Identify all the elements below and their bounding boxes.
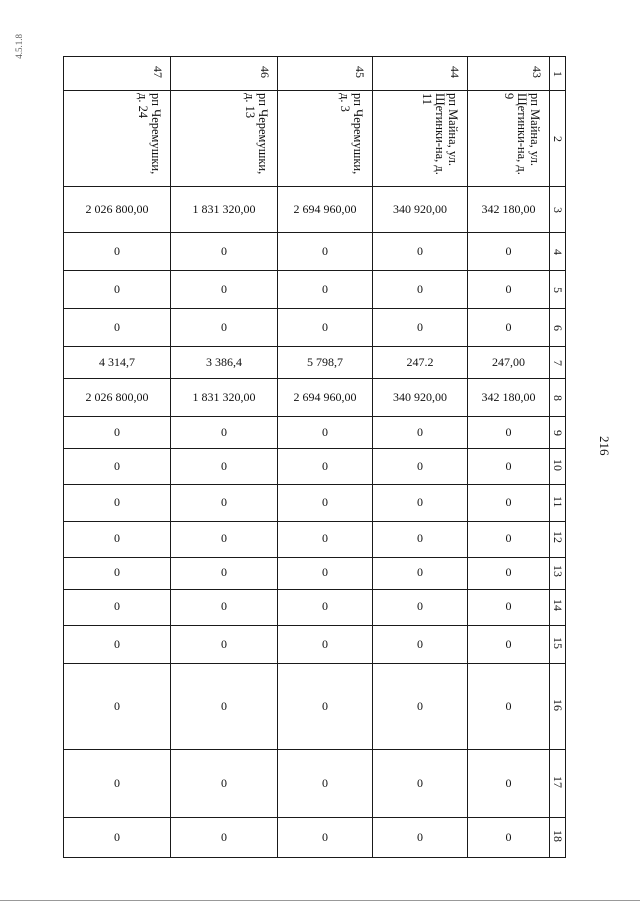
cell-value: 0 (221, 244, 227, 259)
cell-value: 0 (322, 495, 328, 510)
cell-value: 0 (505, 636, 512, 651)
cell-value: 247.2 (406, 355, 434, 370)
address-text: рп Черемушки, д. 13 (242, 92, 270, 175)
value-cell (171, 625, 278, 663)
table-row (64, 271, 566, 309)
value-cell (468, 417, 550, 449)
cell-value: 0 (505, 320, 512, 335)
column-number: 18 (551, 829, 566, 842)
cell-value: 0 (114, 459, 120, 474)
cell-value: 0 (114, 599, 120, 614)
cell-value: 0 (417, 775, 423, 790)
column-number-cell (550, 589, 566, 625)
column-number: 14 (551, 599, 566, 612)
column-number-cell (550, 485, 566, 521)
column-number-cell (550, 521, 566, 557)
cell-value: 0 (505, 244, 512, 259)
value-cell (278, 663, 373, 749)
address-text: рп Майна, ул. Щетинки-на, д. 9 (501, 92, 542, 175)
cell-value: 342 180,00 (481, 202, 536, 217)
cell-value: 0 (322, 282, 328, 297)
cell-value: 0 (114, 775, 120, 790)
value-cell (278, 271, 373, 309)
value-cell (278, 485, 373, 521)
cell-value: 0 (114, 320, 120, 335)
cell-value: 0 (417, 829, 423, 844)
value-cell (278, 521, 373, 557)
cell-value: 2 694 960,00 (293, 202, 357, 217)
cell-value: 0 (114, 829, 120, 844)
cell-value: 0 (221, 599, 227, 614)
value-cell (64, 589, 171, 625)
table-row (64, 749, 566, 817)
cell-value: 2 026 800,00 (85, 390, 149, 405)
value-cell (171, 589, 278, 625)
cell-value: 5 798,7 (307, 355, 343, 370)
cell-value: 0 (505, 495, 512, 510)
value-cell (373, 271, 468, 309)
row-number: 47 (151, 65, 165, 78)
row-number: 46 (258, 65, 272, 78)
column-number: 1 (551, 70, 566, 77)
cell-value: 0 (114, 636, 120, 651)
value-cell (278, 187, 373, 233)
column-number: 7 (551, 360, 566, 367)
value-cell (171, 187, 278, 233)
cell-value: 0 (505, 565, 512, 580)
column-number: 6 (551, 325, 566, 332)
column-number-cell (550, 449, 566, 485)
cell-value: 0 (221, 425, 227, 440)
value-cell (171, 663, 278, 749)
value-cell (171, 379, 278, 417)
cell-value: 0 (114, 565, 120, 580)
table-row (64, 449, 566, 485)
value-cell (373, 521, 468, 557)
cell-value: 0 (221, 829, 227, 844)
row-number-cell (171, 57, 278, 91)
address-cell (373, 91, 468, 187)
row-number-cell (278, 57, 373, 91)
value-cell (278, 309, 373, 347)
value-cell (171, 485, 278, 521)
cell-value: 340 920,00 (393, 390, 447, 405)
value-cell (373, 187, 468, 233)
table-row (64, 233, 566, 271)
value-cell (468, 309, 550, 347)
column-number: 12 (551, 531, 566, 544)
cell-value: 0 (417, 495, 423, 510)
table-row (64, 817, 566, 857)
rotated-data-table (63, 56, 566, 858)
address-cell (468, 91, 550, 187)
cell-value: 0 (221, 320, 227, 335)
row-number: 43 (530, 65, 544, 78)
column-number-cell (550, 347, 566, 379)
cell-value: 0 (417, 320, 423, 335)
cell-value: 0 (221, 775, 227, 790)
value-cell (64, 379, 171, 417)
cell-value: 2 026 800,00 (85, 202, 149, 217)
column-number-cell (550, 233, 566, 271)
cell-value: 0 (417, 425, 423, 440)
value-cell (278, 233, 373, 271)
row-number-cell (468, 57, 550, 91)
value-cell (278, 589, 373, 625)
value-cell (64, 557, 171, 589)
column-number: 15 (551, 636, 566, 649)
cell-value: 0 (114, 425, 120, 440)
cell-value: 0 (417, 459, 423, 474)
column-number: 2 (551, 135, 566, 142)
corner-mark: 4.5.1.8 (14, 34, 24, 59)
cell-value: 0 (505, 459, 512, 474)
value-cell (64, 625, 171, 663)
cell-value: 0 (114, 698, 120, 713)
value-cell (278, 379, 373, 417)
address-text: рп Черемушки, д. 24 (135, 92, 163, 175)
value-cell (373, 347, 468, 379)
table-row (64, 57, 566, 91)
value-cell (64, 233, 171, 271)
value-cell (373, 309, 468, 347)
cell-value: 1 831 320,00 (192, 202, 256, 217)
address-cell (64, 91, 171, 187)
value-cell (468, 485, 550, 521)
value-cell (171, 817, 278, 857)
value-cell (64, 417, 171, 449)
cell-value: 2 694 960,00 (293, 390, 357, 405)
column-number-cell (550, 663, 566, 749)
column-number: 5 (551, 287, 566, 294)
column-number: 17 (551, 775, 566, 788)
column-number-cell (550, 309, 566, 347)
cell-value: 0 (505, 425, 512, 440)
value-cell (278, 749, 373, 817)
table-row (64, 557, 566, 589)
column-number: 13 (551, 565, 566, 578)
value-cell (373, 449, 468, 485)
cell-value: 0 (505, 531, 512, 546)
row-number-cell (373, 57, 468, 91)
cell-value: 0 (221, 495, 227, 510)
value-cell (468, 521, 550, 557)
table-row (64, 309, 566, 347)
cell-value: 1 831 320,00 (192, 390, 256, 405)
cell-value: 0 (322, 599, 328, 614)
column-number: 4 (551, 249, 566, 256)
value-cell (171, 347, 278, 379)
value-cell (64, 521, 171, 557)
cell-value: 247,00 (492, 355, 525, 370)
table-row (64, 485, 566, 521)
value-cell (468, 663, 550, 749)
value-cell (373, 589, 468, 625)
page-number: 216 (597, 436, 612, 456)
cell-value: 0 (417, 282, 423, 297)
value-cell (373, 417, 468, 449)
cell-value: 0 (221, 698, 227, 713)
cell-value: 0 (322, 698, 328, 713)
cell-value: 0 (322, 531, 328, 546)
cell-value: 340 920,00 (393, 202, 447, 217)
value-cell (468, 449, 550, 485)
cell-value: 0 (221, 282, 227, 297)
column-number: 10 (551, 459, 566, 472)
value-cell (278, 557, 373, 589)
column-number-cell (550, 417, 566, 449)
value-cell (64, 309, 171, 347)
value-cell (171, 557, 278, 589)
value-cell (468, 187, 550, 233)
value-cell (468, 625, 550, 663)
cell-value: 0 (417, 244, 423, 259)
value-cell (373, 379, 468, 417)
cell-value: 0 (322, 565, 328, 580)
cell-value: 0 (505, 282, 512, 297)
value-cell (171, 521, 278, 557)
value-cell (171, 309, 278, 347)
address-cell (278, 91, 373, 187)
value-cell (278, 417, 373, 449)
value-cell (373, 625, 468, 663)
table-row (64, 379, 566, 417)
cell-value: 0 (505, 775, 512, 790)
value-cell (171, 449, 278, 485)
value-cell (468, 817, 550, 857)
value-cell (64, 485, 171, 521)
column-number-cell (550, 817, 566, 857)
cell-value: 0 (221, 565, 227, 580)
value-cell (278, 347, 373, 379)
value-cell (64, 187, 171, 233)
table-row (64, 663, 566, 749)
cell-value: 0 (505, 829, 512, 844)
value-cell (468, 749, 550, 817)
column-number-cell (550, 187, 566, 233)
address-text: рп Черемушки, д. 3 (337, 92, 365, 175)
column-number-cell (550, 57, 566, 91)
address-text: рп Майна, ул. Щетинки-на, д. 11 (419, 92, 460, 175)
value-cell (64, 271, 171, 309)
cell-value: 0 (322, 425, 328, 440)
column-number: 8 (551, 395, 566, 402)
row-number-cell (64, 57, 171, 91)
table-row (64, 91, 566, 187)
cell-value: 0 (322, 244, 328, 259)
value-cell (278, 817, 373, 857)
cell-value: 0 (417, 698, 423, 713)
value-cell (171, 749, 278, 817)
cell-value: 0 (322, 829, 328, 844)
value-cell (373, 663, 468, 749)
cell-value: 0 (417, 565, 423, 580)
row-number: 44 (448, 65, 462, 78)
value-cell (64, 817, 171, 857)
address-cell (171, 91, 278, 187)
bottom-rule (0, 900, 640, 901)
value-cell (468, 379, 550, 417)
value-cell (171, 233, 278, 271)
column-number: 3 (551, 207, 566, 214)
column-number-cell (550, 625, 566, 663)
cell-value: 0 (322, 636, 328, 651)
value-cell (278, 449, 373, 485)
cell-value: 0 (417, 599, 423, 614)
cell-value: 0 (114, 244, 120, 259)
cell-value: 3 386,4 (206, 355, 242, 370)
cell-value: 0 (505, 599, 512, 614)
column-number-cell (550, 271, 566, 309)
row-number: 45 (353, 65, 367, 78)
value-cell (468, 557, 550, 589)
column-number-cell (550, 557, 566, 589)
cell-value: 342 180,00 (481, 390, 536, 405)
column-number: 11 (551, 495, 566, 508)
value-cell (373, 485, 468, 521)
value-cell (171, 417, 278, 449)
column-number: 16 (551, 698, 566, 711)
column-number-cell (550, 91, 566, 187)
cell-value: 0 (322, 320, 328, 335)
cell-value: 0 (221, 636, 227, 651)
table-row (64, 347, 566, 379)
value-cell (278, 625, 373, 663)
table-row (64, 625, 566, 663)
table-row (64, 589, 566, 625)
table-row (64, 417, 566, 449)
value-cell (373, 233, 468, 271)
cell-value: 0 (114, 531, 120, 546)
value-cell (468, 347, 550, 379)
value-cell (373, 749, 468, 817)
table-row (64, 187, 566, 233)
value-cell (468, 589, 550, 625)
column-number-cell (550, 749, 566, 817)
value-cell (64, 749, 171, 817)
value-cell (373, 557, 468, 589)
cell-value: 0 (505, 698, 512, 713)
cell-value: 0 (322, 775, 328, 790)
value-cell (468, 233, 550, 271)
value-cell (64, 449, 171, 485)
value-cell (64, 347, 171, 379)
cell-value: 4 314,7 (99, 355, 135, 370)
column-number: 9 (551, 430, 566, 437)
cell-value: 0 (417, 531, 423, 546)
cell-value: 0 (114, 495, 120, 510)
table-row (64, 521, 566, 557)
value-cell (171, 271, 278, 309)
cell-value: 0 (221, 459, 227, 474)
value-cell (64, 663, 171, 749)
cell-value: 0 (221, 531, 227, 546)
cell-value: 0 (417, 636, 423, 651)
value-cell (373, 817, 468, 857)
value-cell (468, 271, 550, 309)
cell-value: 0 (114, 282, 120, 297)
cell-value: 0 (322, 459, 328, 474)
column-number-cell (550, 379, 566, 417)
